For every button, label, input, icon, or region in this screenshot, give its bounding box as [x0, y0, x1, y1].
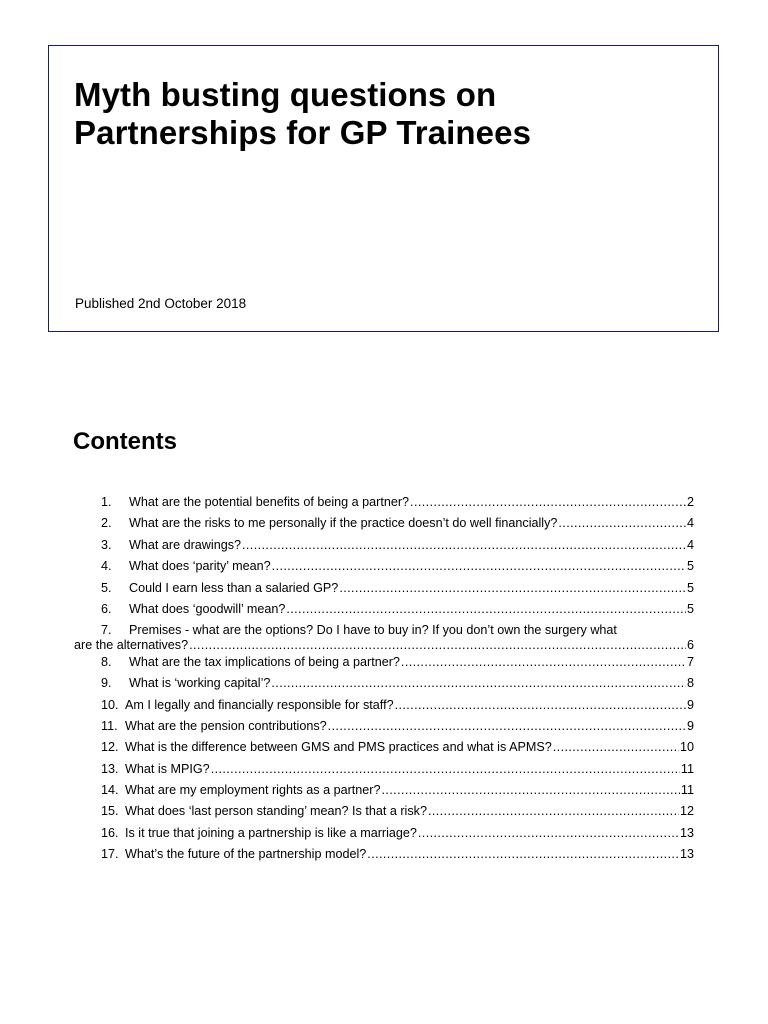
- toc-entry-title: What’s the future of the partnership model?: [125, 847, 367, 862]
- toc-entry-number: 5.: [101, 580, 112, 595]
- toc-entry[interactable]: [101, 581, 694, 602]
- contents-heading: Contents: [73, 428, 177, 455]
- document-title-line-2: Partnerships for GP Trainees: [74, 114, 532, 151]
- toc-entry-number: 8.: [101, 654, 112, 669]
- toc-entry-title: What is MPIG?: [125, 761, 210, 776]
- toc-entry-number: 9.: [101, 676, 112, 691]
- toc-entry-title: What does ‘parity’ mean?: [129, 559, 271, 574]
- toc-entry-page: 11: [680, 783, 694, 798]
- toc-entry-page: 11: [680, 761, 694, 776]
- toc-entry-number: 1.: [101, 495, 112, 509]
- toc-entry-number: 15.: [101, 804, 119, 819]
- toc-entry[interactable]: [101, 559, 694, 580]
- toc-entry-number: 7.: [101, 623, 112, 638]
- toc-dot-leader: [410, 495, 686, 509]
- toc-entry-number: 16.: [101, 825, 119, 840]
- published-date: Published 2nd October 2018: [75, 296, 247, 311]
- toc-entry-title: Am I legally and financially responsible for staff?: [125, 697, 394, 712]
- toc-entry-page: 4: [686, 537, 694, 552]
- toc-entry[interactable]: [101, 826, 694, 847]
- toc-entry[interactable]: [101, 783, 694, 804]
- toc-entry-title: Premises - what are the options? Do I have to buy in? If you don’t own the surgery what: [129, 623, 617, 638]
- toc-entry-page: 13: [679, 825, 694, 840]
- toc-entry-page: 13: [679, 847, 694, 862]
- toc-entry-number: 11.: [101, 718, 118, 733]
- toc-entry[interactable]: [101, 719, 694, 740]
- toc-entry-title: What are drawings?: [129, 537, 241, 552]
- toc-entry-page: 9: [686, 697, 694, 712]
- toc-entry-number: 12.: [101, 740, 119, 755]
- toc-entry-number: 13.: [101, 761, 119, 776]
- toc-dot-leader: [367, 847, 679, 861]
- toc-entry[interactable]: [101, 698, 694, 719]
- toc-entry-title: What is ‘working capital’?: [129, 676, 271, 691]
- toc-entry-title: What are the risks to me personally if the practice doesn’t do well financially?: [129, 516, 558, 531]
- toc-entry-number: 17.: [101, 847, 119, 862]
- title-box: [48, 45, 719, 332]
- toc-entry[interactable]: [74, 623, 694, 654]
- toc-entry[interactable]: [101, 847, 694, 868]
- document-title: [74, 76, 531, 152]
- toc-entry-page: 12: [679, 804, 694, 819]
- toc-entry-number: 10.: [101, 697, 119, 712]
- toc-dot-leader: [211, 762, 680, 776]
- toc-entry-title: What does ‘goodwill’ mean?: [129, 601, 286, 616]
- toc-entry-page: 7: [686, 654, 694, 669]
- toc-entry-number: 6.: [101, 601, 112, 616]
- toc-entry[interactable]: [101, 516, 694, 537]
- toc-entry-title: What are the pension contributions?: [125, 718, 327, 733]
- toc-entry-title: What are the tax implications of being a partner?: [129, 654, 400, 669]
- toc-entry[interactable]: [101, 495, 694, 516]
- toc-dot-leader: [286, 602, 686, 616]
- toc-entry-page: 5: [686, 580, 694, 595]
- toc-dot-leader: [418, 826, 679, 840]
- toc-entry[interactable]: [101, 538, 694, 559]
- toc-entry[interactable]: [101, 602, 694, 623]
- toc-dot-leader: [242, 538, 686, 552]
- toc-entry[interactable]: [101, 762, 694, 783]
- toc-entry-title: What is the difference between GMS and PMS practices and what is APMS?: [125, 740, 552, 755]
- toc-dot-leader: [558, 516, 686, 530]
- toc-entry-title-continued: are the alternatives?: [74, 638, 189, 653]
- toc-entry-title: Could I earn less than a salaried GP?: [129, 580, 339, 595]
- toc-dot-leader: [328, 719, 686, 733]
- toc-entry-title: What are my employment rights as a partner?: [125, 783, 381, 798]
- toc-entry-page: 5: [686, 559, 694, 574]
- toc-dot-leader: [272, 559, 686, 573]
- toc-dot-leader: [189, 638, 686, 652]
- toc-dot-leader: [339, 581, 686, 595]
- toc-entry-number: 14.: [101, 783, 119, 798]
- toc-entry-title: Is it true that joining a partnership is like a marriage?: [125, 825, 417, 840]
- toc-entry-number: 2.: [101, 516, 112, 531]
- toc-entry-page: 10: [679, 740, 694, 755]
- toc-entry-page: 5: [686, 601, 694, 616]
- toc-dot-leader: [428, 804, 679, 818]
- toc-entry-page: 2: [686, 495, 694, 509]
- toc-entry-number: 3.: [101, 537, 112, 552]
- toc-entry-number: 4.: [101, 559, 112, 574]
- table-of-contents: [74, 495, 694, 869]
- toc-entry-page: 9: [686, 718, 694, 733]
- toc-entry[interactable]: [101, 740, 694, 761]
- toc-entry[interactable]: [101, 804, 694, 825]
- toc-entry-title: What does ‘last person standing’ mean? Is that a risk?: [125, 804, 427, 819]
- document-title-line-1: Myth busting questions on: [74, 76, 497, 113]
- toc-entry[interactable]: [101, 676, 694, 697]
- toc-entry-page: 6: [686, 638, 694, 653]
- toc-dot-leader: [553, 740, 679, 754]
- toc-dot-leader: [271, 676, 686, 690]
- toc-dot-leader: [381, 783, 679, 797]
- toc-dot-leader: [395, 698, 686, 712]
- toc-entry-page: 8: [686, 676, 694, 691]
- toc-entry[interactable]: [101, 655, 694, 676]
- toc-entry-title: What are the potential benefits of being a partner?: [129, 495, 410, 509]
- toc-entry-page: 4: [686, 516, 694, 531]
- toc-dot-leader: [401, 655, 686, 669]
